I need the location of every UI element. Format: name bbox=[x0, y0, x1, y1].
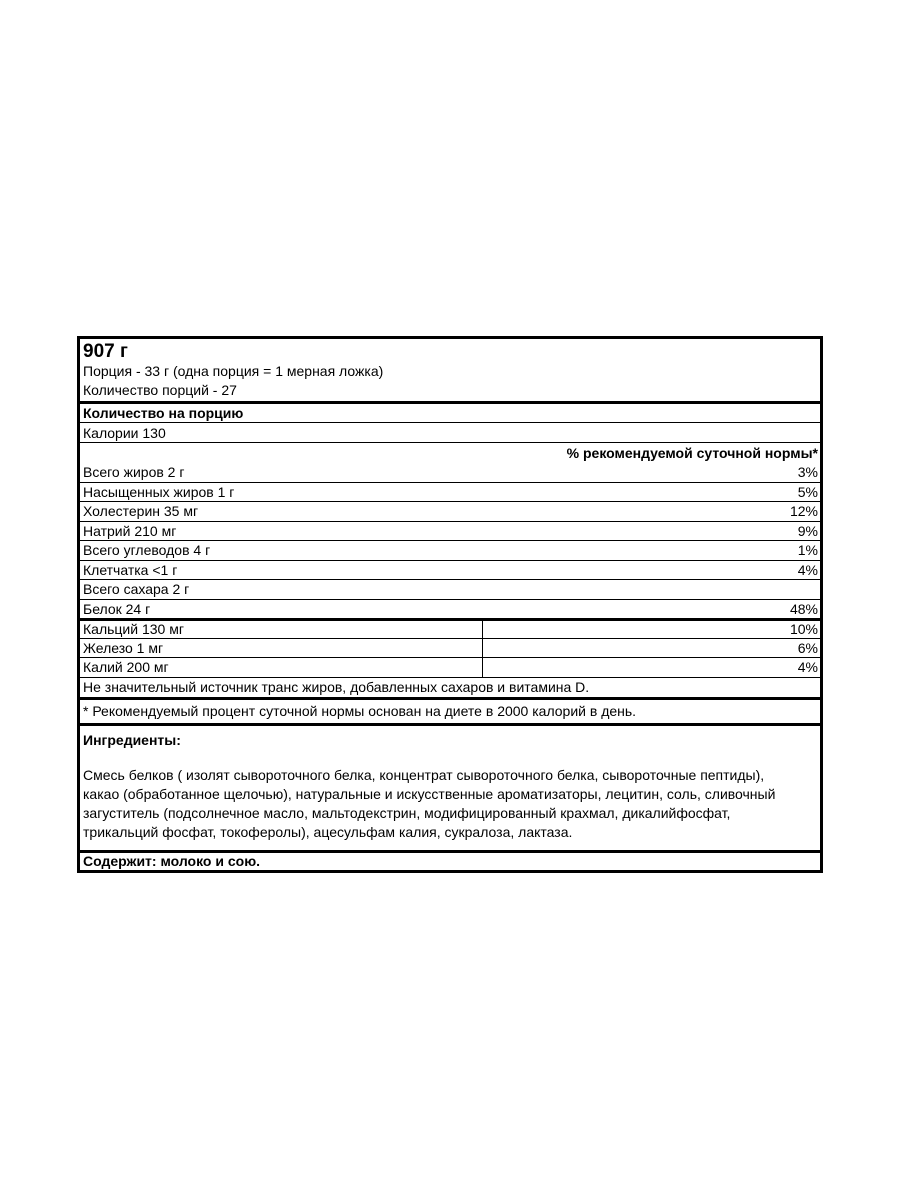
nutrient-row-total-sugars bbox=[80, 579, 820, 599]
ingredients-line: трикальций фосфат, токоферолы), ацесульфам калия, сукралоза, лактаза. bbox=[83, 823, 573, 840]
nutrient-row-fiber bbox=[80, 560, 820, 580]
label-header bbox=[80, 339, 820, 401]
ingredients-text bbox=[83, 766, 817, 842]
nutrient-name: Всего углеводов 4 г bbox=[83, 542, 211, 559]
nutrient-row-cholesterol bbox=[80, 501, 820, 521]
ingredients-title: Ингредиенты: bbox=[83, 731, 181, 748]
nutrient-name: Насыщенных жиров 1 г bbox=[83, 483, 235, 500]
package-weight: 907 г bbox=[83, 341, 128, 362]
nutrient-name: Всего сахара 2 г bbox=[83, 581, 190, 598]
not-significant-source-note: Не значительный источник транс жиров, добавленных сахаров и витамина D. bbox=[80, 677, 820, 697]
nutrients-list bbox=[80, 462, 820, 618]
mineral-dv: 10% bbox=[789, 621, 818, 638]
ingredients-section bbox=[80, 723, 820, 850]
nutrient-dv: 5% bbox=[797, 483, 818, 500]
amount-per-serving-heading: Количество на порцию bbox=[80, 401, 820, 422]
daily-value-footnote: * Рекомендуемый процент суточной нормы основан на диете в 2000 калорий в день. bbox=[80, 697, 820, 723]
nutrient-row-sodium bbox=[80, 521, 820, 541]
nutrient-dv: 1% bbox=[797, 542, 818, 559]
ingredients-line: загуститель (подсолнечное масло, мальтодекстрин, модифицированный крахмал, дикалийфосфат, bbox=[83, 804, 731, 821]
calories-row: Калории 130 bbox=[80, 422, 820, 442]
nutrient-dv: 4% bbox=[797, 561, 818, 578]
mineral-name: Кальций 130 мг bbox=[80, 621, 483, 638]
nutrient-name: Всего жиров 2 г bbox=[83, 463, 185, 480]
nutrient-row-total-carbs bbox=[80, 540, 820, 560]
mineral-row-iron bbox=[80, 638, 820, 658]
mineral-name: Железо 1 мг bbox=[80, 639, 483, 658]
ingredients-line: какао (обработанное щелочью), натуральные и искусственные ароматизаторы, лецитин, соль, сливочный bbox=[83, 785, 776, 802]
nutrition-facts-label bbox=[77, 336, 823, 873]
servings-per-container: Количество порций - 27 bbox=[83, 382, 237, 398]
nutrient-name: Белок 24 г bbox=[83, 600, 151, 617]
nutrient-row-total-fat bbox=[80, 462, 820, 482]
nutrient-dv: 3% bbox=[797, 463, 818, 480]
daily-value-heading: % рекомендуемой суточной нормы* bbox=[80, 442, 820, 462]
allergens-statement: Содержит: молоко и сою. bbox=[80, 850, 820, 870]
ingredients-line: Смесь белков ( изолят сывороточного белка, концентрат сывороточного белка, сывороточные пептиды), bbox=[83, 766, 765, 783]
mineral-dv: 6% bbox=[797, 639, 818, 656]
nutrient-name: Клетчатка <1 г bbox=[83, 561, 178, 578]
nutrient-dv: 48% bbox=[789, 600, 818, 617]
nutrient-name: Натрий 210 мг bbox=[83, 522, 177, 539]
mineral-dv: 4% bbox=[797, 659, 818, 676]
mineral-row-potassium bbox=[80, 657, 820, 677]
mineral-row-calcium bbox=[80, 618, 820, 638]
nutrient-dv: 12% bbox=[789, 503, 818, 520]
serving-size: Порция - 33 г (одна порция = 1 мерная ложка) bbox=[83, 363, 384, 379]
nutrient-dv: 9% bbox=[797, 522, 818, 539]
nutrient-name: Холестерин 35 мг bbox=[83, 503, 199, 520]
nutrient-row-saturated-fat bbox=[80, 482, 820, 502]
mineral-name: Калий 200 мг bbox=[80, 658, 483, 677]
nutrient-row-protein bbox=[80, 599, 820, 619]
